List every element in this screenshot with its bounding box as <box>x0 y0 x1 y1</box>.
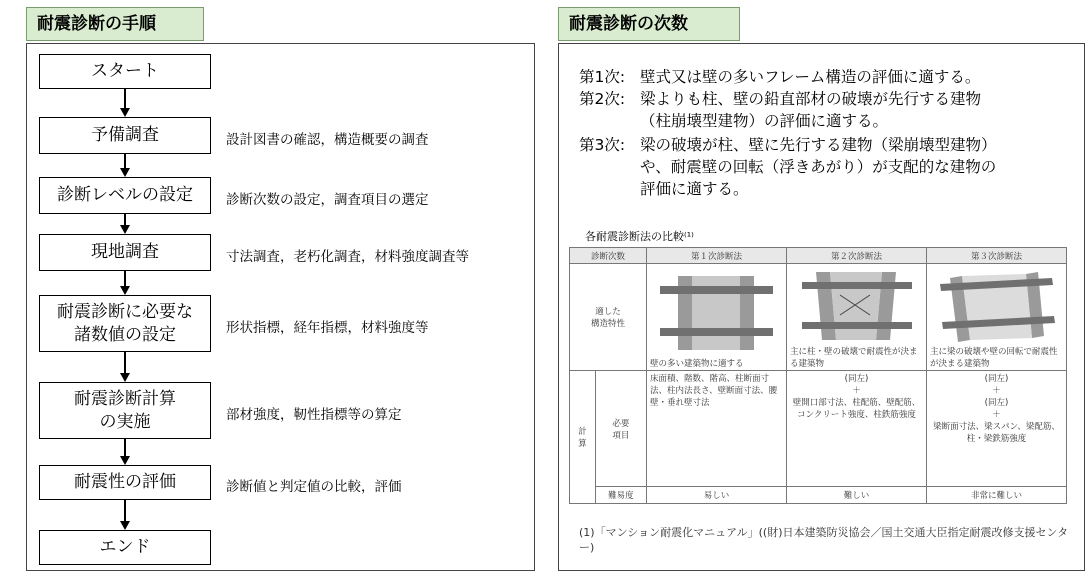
structure-text: 主に柱・壁の破壊で耐震性が決まる建築物 <box>789 347 918 369</box>
order-key: 第2次: <box>579 90 626 108</box>
flow-connector <box>124 89 126 108</box>
frame-diagram-1 <box>650 272 783 354</box>
arrow-down-icon <box>120 456 130 465</box>
structure-cell-1 <box>646 264 786 371</box>
flow-connector <box>124 500 126 521</box>
flow-step-3: 診断レベルの設定 <box>39 177 211 214</box>
header-cell: 第１次診断法 <box>646 248 786 264</box>
beam-shape <box>660 286 773 294</box>
flow-step-1: スタート <box>39 54 211 89</box>
flow-connector <box>124 352 126 373</box>
beam-shape <box>802 322 912 329</box>
flow-step-6: 耐震診断計算 の実施 <box>39 382 211 439</box>
flow-step-4: 現地調査 <box>39 234 211 271</box>
orders-list <box>579 66 997 200</box>
order-line: 梁よりも柱、壁の鉛直部材の破壊が先行する建物 <box>640 90 982 108</box>
flow-connector <box>124 214 126 225</box>
order-line: （柱崩壊型建物）の評価に適する。 <box>640 112 889 130</box>
beam-shape <box>802 282 912 289</box>
flow-step-desc: 部材強度，靭性指標等の算定 <box>226 406 402 423</box>
header-cell: 診断次数 <box>570 248 647 264</box>
flow-step-desc: 寸法調査，老朽化調査，材料強度調査等 <box>226 248 469 265</box>
flow-step-desc: 設計図書の確認，構造概要の調査 <box>226 131 429 148</box>
required-cell-3: (同左) ＋ (同左) ＋ 梁断面寸法、梁スパン、梁配筋、柱・梁鉄筋強度 <box>926 371 1066 487</box>
flow-step-desc: 診断次数の設定，調査項目の選定 <box>226 191 429 208</box>
arrow-down-icon <box>120 521 130 530</box>
frame-diagram-2 <box>790 270 923 342</box>
order-line: 梁の破壊が柱、壁に先行する建物（梁崩壊型建物） <box>640 136 997 154</box>
order-key: 第3次: <box>579 136 626 154</box>
calc-label: 計 算 <box>570 371 596 504</box>
arrow-down-icon <box>120 108 130 117</box>
orders-title: 耐震診断の次数 <box>558 7 740 41</box>
required-cell-1: 床面積、階数、階高、柱断面寸法、柱内法長さ、壁断面寸法、腰壁・垂れ壁寸法 <box>646 371 786 487</box>
footnote: (1)「マンション耐震化マニュアル」((財)日本建築防災協会／国土交通大臣指定耐震改修支援センター) <box>579 526 1069 554</box>
structure-text: 壁の多い建築物に適する <box>649 359 744 369</box>
order-line: や、耐震壁の回転（浮きあがり）が支配的な建物の <box>640 158 997 176</box>
header-cell: 第３次診断法 <box>926 248 1066 264</box>
frame-diagram-3 <box>930 270 1063 342</box>
structure-cell-2 <box>786 264 926 371</box>
flow-connector <box>124 439 126 456</box>
required-label: 必要 項目 <box>595 371 646 487</box>
header-cell: 第２次診断法 <box>786 248 926 264</box>
difficulty-cell: 難しい <box>786 487 926 504</box>
order-1 <box>579 66 997 88</box>
order-text: 壁式又は壁の多いフレーム構造の評価に適する。 <box>640 68 981 86</box>
arrow-down-icon <box>120 168 130 177</box>
difficulty-label: 難易度 <box>595 487 646 504</box>
flow-step-7: 耐震性の評価 <box>39 465 211 500</box>
flow-connector <box>124 271 126 286</box>
table-caption: 各耐震診断法の比較⁽¹⁾ <box>585 230 694 243</box>
beam-shape <box>660 328 773 336</box>
flow-step-8: エンド <box>39 530 211 565</box>
comparison-table <box>569 247 1067 504</box>
arrow-down-icon <box>120 225 130 234</box>
order-line: 評価に適する。 <box>640 180 749 198</box>
structure-text: 主に梁の破壊や壁の回転で耐震性が決まる建築物 <box>929 347 1058 369</box>
flow-step-2: 予備調査 <box>39 117 211 154</box>
order-3 <box>579 134 997 200</box>
difficulty-cell: 易しい <box>646 487 786 504</box>
row-label-structure: 適した 構造特性 <box>570 264 647 371</box>
order-key: 第1次: <box>579 68 626 86</box>
flow-step-desc: 形状指標，経年指標，材料強度等 <box>226 319 429 336</box>
order-text <box>640 134 997 200</box>
flow-step-5: 耐震診断に必要な 諸数値の設定 <box>39 295 211 352</box>
arrow-down-icon <box>120 373 130 382</box>
procedure-title: 耐震診断の手順 <box>26 7 204 41</box>
arrow-down-icon <box>120 286 130 295</box>
structure-cell-3 <box>926 264 1066 371</box>
required-cell-2: (同左) ＋ 壁開口部寸法、柱配筋、壁配筋、コンクリート強度、柱鉄筋強度 <box>786 371 926 487</box>
order-2 <box>579 88 997 132</box>
flow-connector <box>124 154 126 168</box>
order-text <box>640 88 981 132</box>
difficulty-cell: 非常に難しい <box>926 487 1066 504</box>
flow-step-desc: 診断値と判定値の比較，評価 <box>226 478 402 495</box>
